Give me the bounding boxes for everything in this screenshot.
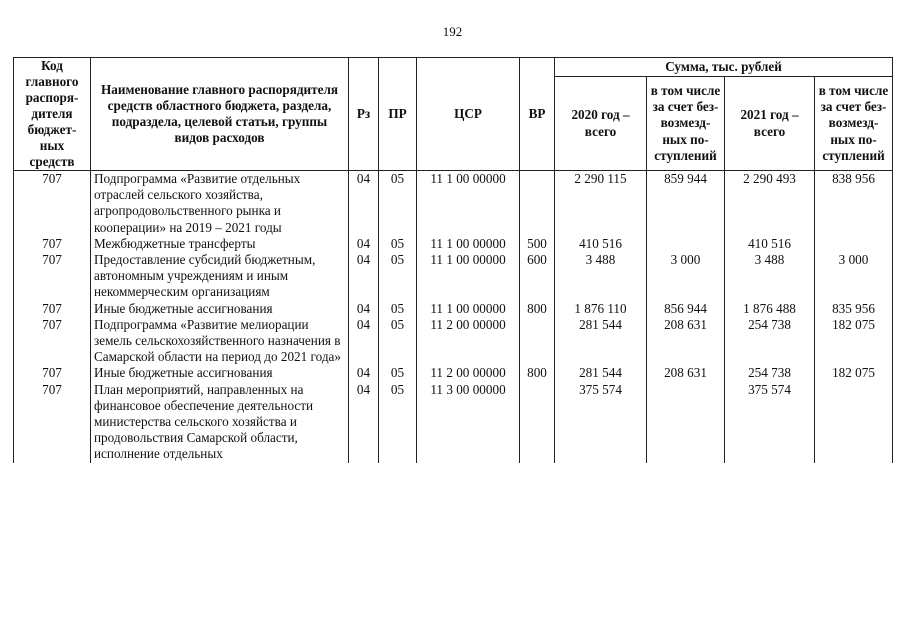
cell-name: Межбюджетные трансферты bbox=[91, 236, 349, 252]
cell-2020-total: 2 290 115 bbox=[555, 171, 647, 236]
cell-2021-total: 1 876 488 bbox=[725, 301, 815, 317]
cell-code: 707 bbox=[14, 236, 91, 252]
cell-vr: 600 bbox=[520, 252, 555, 301]
page-number: 192 bbox=[442, 24, 463, 39]
cell-2020-gratuitous: 859 944 bbox=[647, 171, 725, 236]
table-header bbox=[14, 58, 893, 171]
cell-code: 707 bbox=[14, 301, 91, 317]
header-rz: Рз bbox=[349, 58, 379, 171]
cell-rz: 04 bbox=[349, 171, 379, 236]
cell-2020-gratuitous: 208 631 bbox=[647, 365, 725, 381]
cell-2020-gratuitous bbox=[647, 236, 725, 252]
cell-2020-total: 410 516 bbox=[555, 236, 647, 252]
cell-2021-total: 410 516 bbox=[725, 236, 815, 252]
cell-2021-gratuitous: 3 000 bbox=[815, 252, 893, 301]
cell-pr: 05 bbox=[379, 317, 417, 366]
cell-csr: 11 1 00 00000 bbox=[417, 171, 520, 236]
table-row bbox=[14, 301, 893, 317]
cell-rz: 04 bbox=[349, 301, 379, 317]
header-name: Наименование главного распорядителя средств областного бюджета, раздела, подраздела, целевой статьи, группы видов расходов bbox=[91, 58, 349, 171]
cell-rz: 04 bbox=[349, 236, 379, 252]
cell-name: Предоставление субсидий бюджетным, автономным учреждениям и иным некоммерческим организациям bbox=[91, 252, 349, 301]
cell-csr: 11 1 00 00000 bbox=[417, 252, 520, 301]
cell-2020-total: 375 574 bbox=[555, 382, 647, 463]
cell-2021-gratuitous bbox=[815, 382, 893, 463]
table-row bbox=[14, 171, 893, 236]
table-row bbox=[14, 252, 893, 301]
cell-csr: 11 2 00 00000 bbox=[417, 317, 520, 366]
cell-2021-gratuitous: 838 956 bbox=[815, 171, 893, 236]
cell-code: 707 bbox=[14, 171, 91, 236]
cell-rz: 04 bbox=[349, 252, 379, 301]
cell-2020-total: 1 876 110 bbox=[555, 301, 647, 317]
header-2020-total: 2020 год – всего bbox=[555, 77, 647, 171]
header-2021-total: 2021 год – всего bbox=[725, 77, 815, 171]
header-2021-gratuitous: в том числе за счет без-возмезд-ных по-ступлений bbox=[815, 77, 893, 171]
header-code: Код главного распоря-дителя бюджет-ных средств bbox=[14, 58, 91, 171]
cell-2021-total: 2 290 493 bbox=[725, 171, 815, 236]
table-row bbox=[14, 382, 893, 463]
header-2020-gratuitous: в том числе за счет без-возмезд-ных по-ступлений bbox=[647, 77, 725, 171]
cell-2021-gratuitous: 835 956 bbox=[815, 301, 893, 317]
cell-code: 707 bbox=[14, 317, 91, 366]
cell-pr: 05 bbox=[379, 252, 417, 301]
cell-name: Подпрограмма «Развитие отдельных отраслей сельского хозяйства, агропродовольственного рынка и кооперации» на 2019 – 2021 годы bbox=[91, 171, 349, 236]
header-vr: ВР bbox=[520, 58, 555, 171]
cell-name: Иные бюджетные ассигнования bbox=[91, 301, 349, 317]
cell-2021-total: 375 574 bbox=[725, 382, 815, 463]
cell-vr bbox=[520, 382, 555, 463]
cell-name: Иные бюджетные ассигнования bbox=[91, 365, 349, 381]
cell-name: Подпрограмма «Развитие мелиорации земель сельскохозяйственного назначения в Самарской области на период до 2021 года» bbox=[91, 317, 349, 366]
cell-rz: 04 bbox=[349, 382, 379, 463]
cell-vr bbox=[520, 317, 555, 366]
cell-csr: 11 2 00 00000 bbox=[417, 365, 520, 381]
cell-pr: 05 bbox=[379, 301, 417, 317]
header-csr: ЦСР bbox=[417, 58, 520, 171]
cell-2021-gratuitous bbox=[815, 236, 893, 252]
cell-csr: 11 3 00 00000 bbox=[417, 382, 520, 463]
budget-table bbox=[13, 57, 893, 463]
cell-name: План мероприятий, направленных на финансовое обеспечение деятельности министерства сельского хозяйства и продовольствия Самарской области, исполнение отдельных bbox=[91, 382, 349, 463]
cell-2021-gratuitous: 182 075 bbox=[815, 317, 893, 366]
cell-csr: 11 1 00 00000 bbox=[417, 236, 520, 252]
cell-2020-gratuitous bbox=[647, 382, 725, 463]
cell-code: 707 bbox=[14, 365, 91, 381]
cell-vr: 500 bbox=[520, 236, 555, 252]
cell-csr: 11 1 00 00000 bbox=[417, 301, 520, 317]
cell-pr: 05 bbox=[379, 365, 417, 381]
cell-rz: 04 bbox=[349, 317, 379, 366]
cell-2020-total: 3 488 bbox=[555, 252, 647, 301]
cell-2021-gratuitous: 182 075 bbox=[815, 365, 893, 381]
cell-2021-total: 3 488 bbox=[725, 252, 815, 301]
cell-code: 707 bbox=[14, 252, 91, 301]
table-row bbox=[14, 236, 893, 252]
cell-2020-total: 281 544 bbox=[555, 317, 647, 366]
cell-2020-gratuitous: 3 000 bbox=[647, 252, 725, 301]
cell-vr: 800 bbox=[520, 301, 555, 317]
cell-pr: 05 bbox=[379, 236, 417, 252]
cell-rz: 04 bbox=[349, 365, 379, 381]
header-sum: Сумма, тыс. рублей bbox=[555, 58, 893, 77]
table-row bbox=[14, 365, 893, 381]
cell-vr bbox=[520, 171, 555, 236]
table-row bbox=[14, 317, 893, 366]
cell-2020-total: 281 544 bbox=[555, 365, 647, 381]
table-body bbox=[14, 171, 893, 463]
cell-vr: 800 bbox=[520, 365, 555, 381]
cell-2021-total: 254 738 bbox=[725, 365, 815, 381]
cell-2021-total: 254 738 bbox=[725, 317, 815, 366]
cell-pr: 05 bbox=[379, 171, 417, 236]
cell-code: 707 bbox=[14, 382, 91, 463]
cell-2020-gratuitous: 856 944 bbox=[647, 301, 725, 317]
cell-2020-gratuitous: 208 631 bbox=[647, 317, 725, 366]
cell-pr: 05 bbox=[379, 382, 417, 463]
header-pr: ПР bbox=[379, 58, 417, 171]
